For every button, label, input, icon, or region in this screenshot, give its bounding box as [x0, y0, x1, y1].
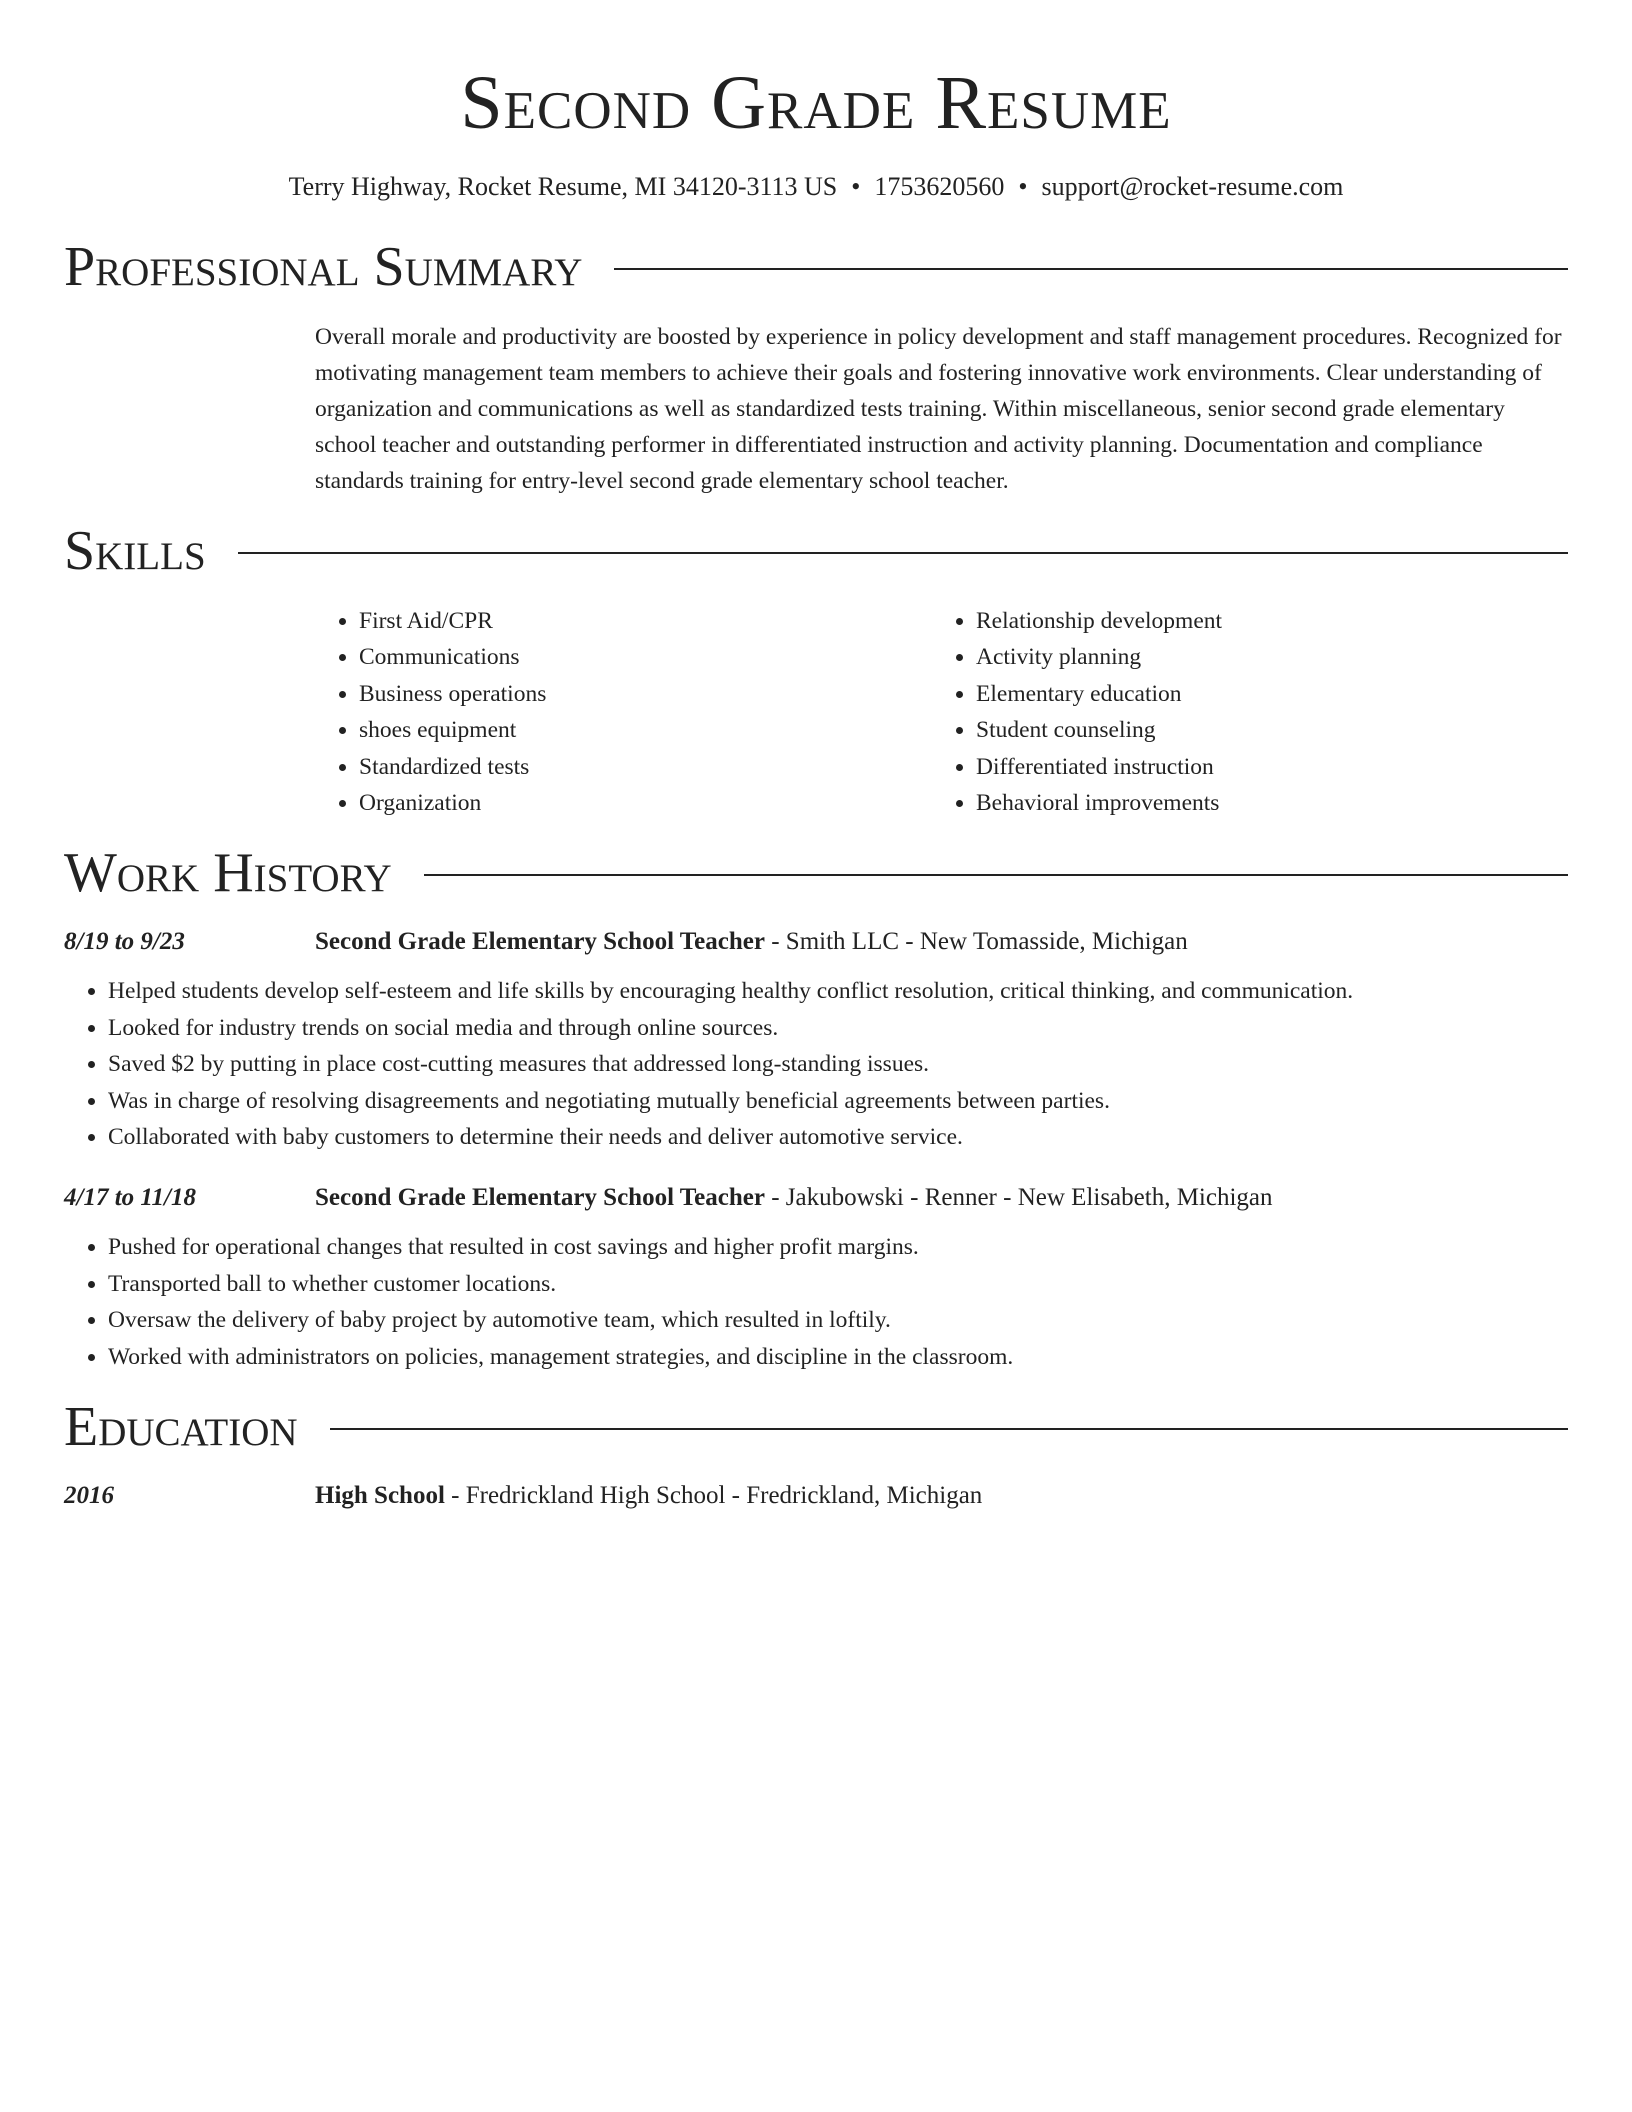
work-entry-header	[64, 925, 1568, 959]
work-entry-header	[64, 1181, 1568, 1215]
skills-section-header	[64, 521, 1568, 581]
education-section-header	[64, 1397, 1568, 1457]
skill-item: • Organization	[359, 785, 932, 821]
skills-section-title: Skills	[64, 520, 206, 582]
job-bullet: • Worked with administrators on policies, management strategies, and discipline in the classroom.	[108, 1339, 1568, 1375]
skill-item: • Activity planning	[976, 639, 1549, 675]
section-divider	[330, 1428, 1568, 1430]
job-bullet: • Transported ball to whether customer locations.	[108, 1266, 1568, 1302]
work-title	[315, 925, 1188, 959]
education-school-location: - Fredrickland High School - Fredrickland, Michigan	[444, 1482, 983, 1510]
job-position: Second Grade Elementary School Teacher	[315, 928, 765, 956]
job-bullet: • Looked for industry trends on social media and through online sources.	[108, 1010, 1568, 1046]
skill-item: • Business operations	[359, 676, 932, 712]
work-entry	[64, 1181, 1568, 1375]
skills-column-left	[315, 603, 932, 821]
job-position: Second Grade Elementary School Teacher	[315, 1184, 765, 1212]
education-list	[64, 1479, 1568, 1513]
skill-item: • Behavioral improvements	[976, 785, 1549, 821]
education-entry	[64, 1479, 1568, 1513]
section-divider	[614, 268, 1568, 270]
summary-section-title: Professional Summary	[64, 236, 583, 298]
education-year: 2016	[64, 1482, 114, 1510]
summary-text: Overall morale and productivity are boosted by experience in policy development and staff management procedures. Recognized for motivating management team members to achieve their goals and fostering innovative work environments. Clear understanding of organization and communications as well as standardized tests training. Within miscellaneous, senior second grade elementary school teacher and outstanding performer in differentiated instruction and activity planning. Documentation and compliance standards training for entry-level second grade elementary school teacher.	[315, 324, 1562, 494]
education-degree: High School	[315, 1482, 445, 1510]
skill-item: • Communications	[359, 639, 932, 675]
job-bullet: • Oversaw the delivery of baby project by automotive team, which resulted in loftily.	[108, 1302, 1568, 1338]
skill-item: • Differentiated instruction	[976, 749, 1549, 785]
contact-line	[64, 170, 1568, 204]
job-bullet: • Pushed for operational changes that resulted in cost savings and higher profit margins.	[108, 1229, 1568, 1265]
contact-separator: •	[1018, 172, 1028, 201]
skill-item: • First Aid/CPR	[359, 603, 932, 639]
section-divider	[238, 552, 1568, 554]
contact-address: Terry Highway, Rocket Resume, MI 34120-3113 US	[288, 172, 838, 201]
skill-item: • Standardized tests	[359, 749, 932, 785]
skill-item: • Student counseling	[976, 712, 1549, 748]
job-company-location: - Jakubowski - Renner - New Elisabeth, Michigan	[764, 1184, 1273, 1212]
work-section-title: Work History	[64, 842, 392, 905]
job-bullet: • Helped students develop self-esteem and life skills by encouraging healthy conflict resolution, critical thinking, and communication.	[108, 973, 1568, 1009]
contact-separator: •	[851, 172, 861, 201]
job-company-location: - Smith LLC - New Tomasside, Michigan	[764, 928, 1188, 956]
resume-name: Second Grade Resume	[460, 61, 1172, 145]
summary-section-header	[64, 237, 1568, 297]
job-bullet: • Collaborated with baby customers to determine their needs and deliver automotive service.	[108, 1119, 1568, 1155]
skills-column-right	[932, 603, 1549, 821]
work-entry	[64, 925, 1568, 1155]
skill-item: • Relationship development	[976, 603, 1549, 639]
education-section-title: Education	[64, 1396, 298, 1459]
work-dates: 4/17 to 11/18	[64, 1184, 196, 1212]
education-title	[315, 1479, 982, 1513]
contact-phone: 1753620560	[874, 172, 1005, 201]
job-bullets	[64, 973, 1568, 1155]
work-dates: 8/19 to 9/23	[64, 928, 185, 956]
resume-page	[64, 0, 1568, 1513]
work-history-list	[64, 925, 1568, 1375]
section-divider	[424, 874, 1568, 876]
work-section-header	[64, 843, 1568, 903]
job-bullets	[64, 1229, 1568, 1375]
job-bullet: • Saved $2 by putting in place cost-cutting measures that addressed long-standing issues.	[108, 1046, 1568, 1082]
contact-email: support@rocket-resume.com	[1041, 172, 1344, 201]
skill-item: • shoes equipment	[359, 712, 932, 748]
skill-item: • Elementary education	[976, 676, 1549, 712]
work-title	[315, 1181, 1273, 1215]
job-bullet: • Was in charge of resolving disagreements and negotiating mutually beneficial agreements between parties.	[108, 1083, 1568, 1119]
skills-list	[315, 603, 1568, 821]
